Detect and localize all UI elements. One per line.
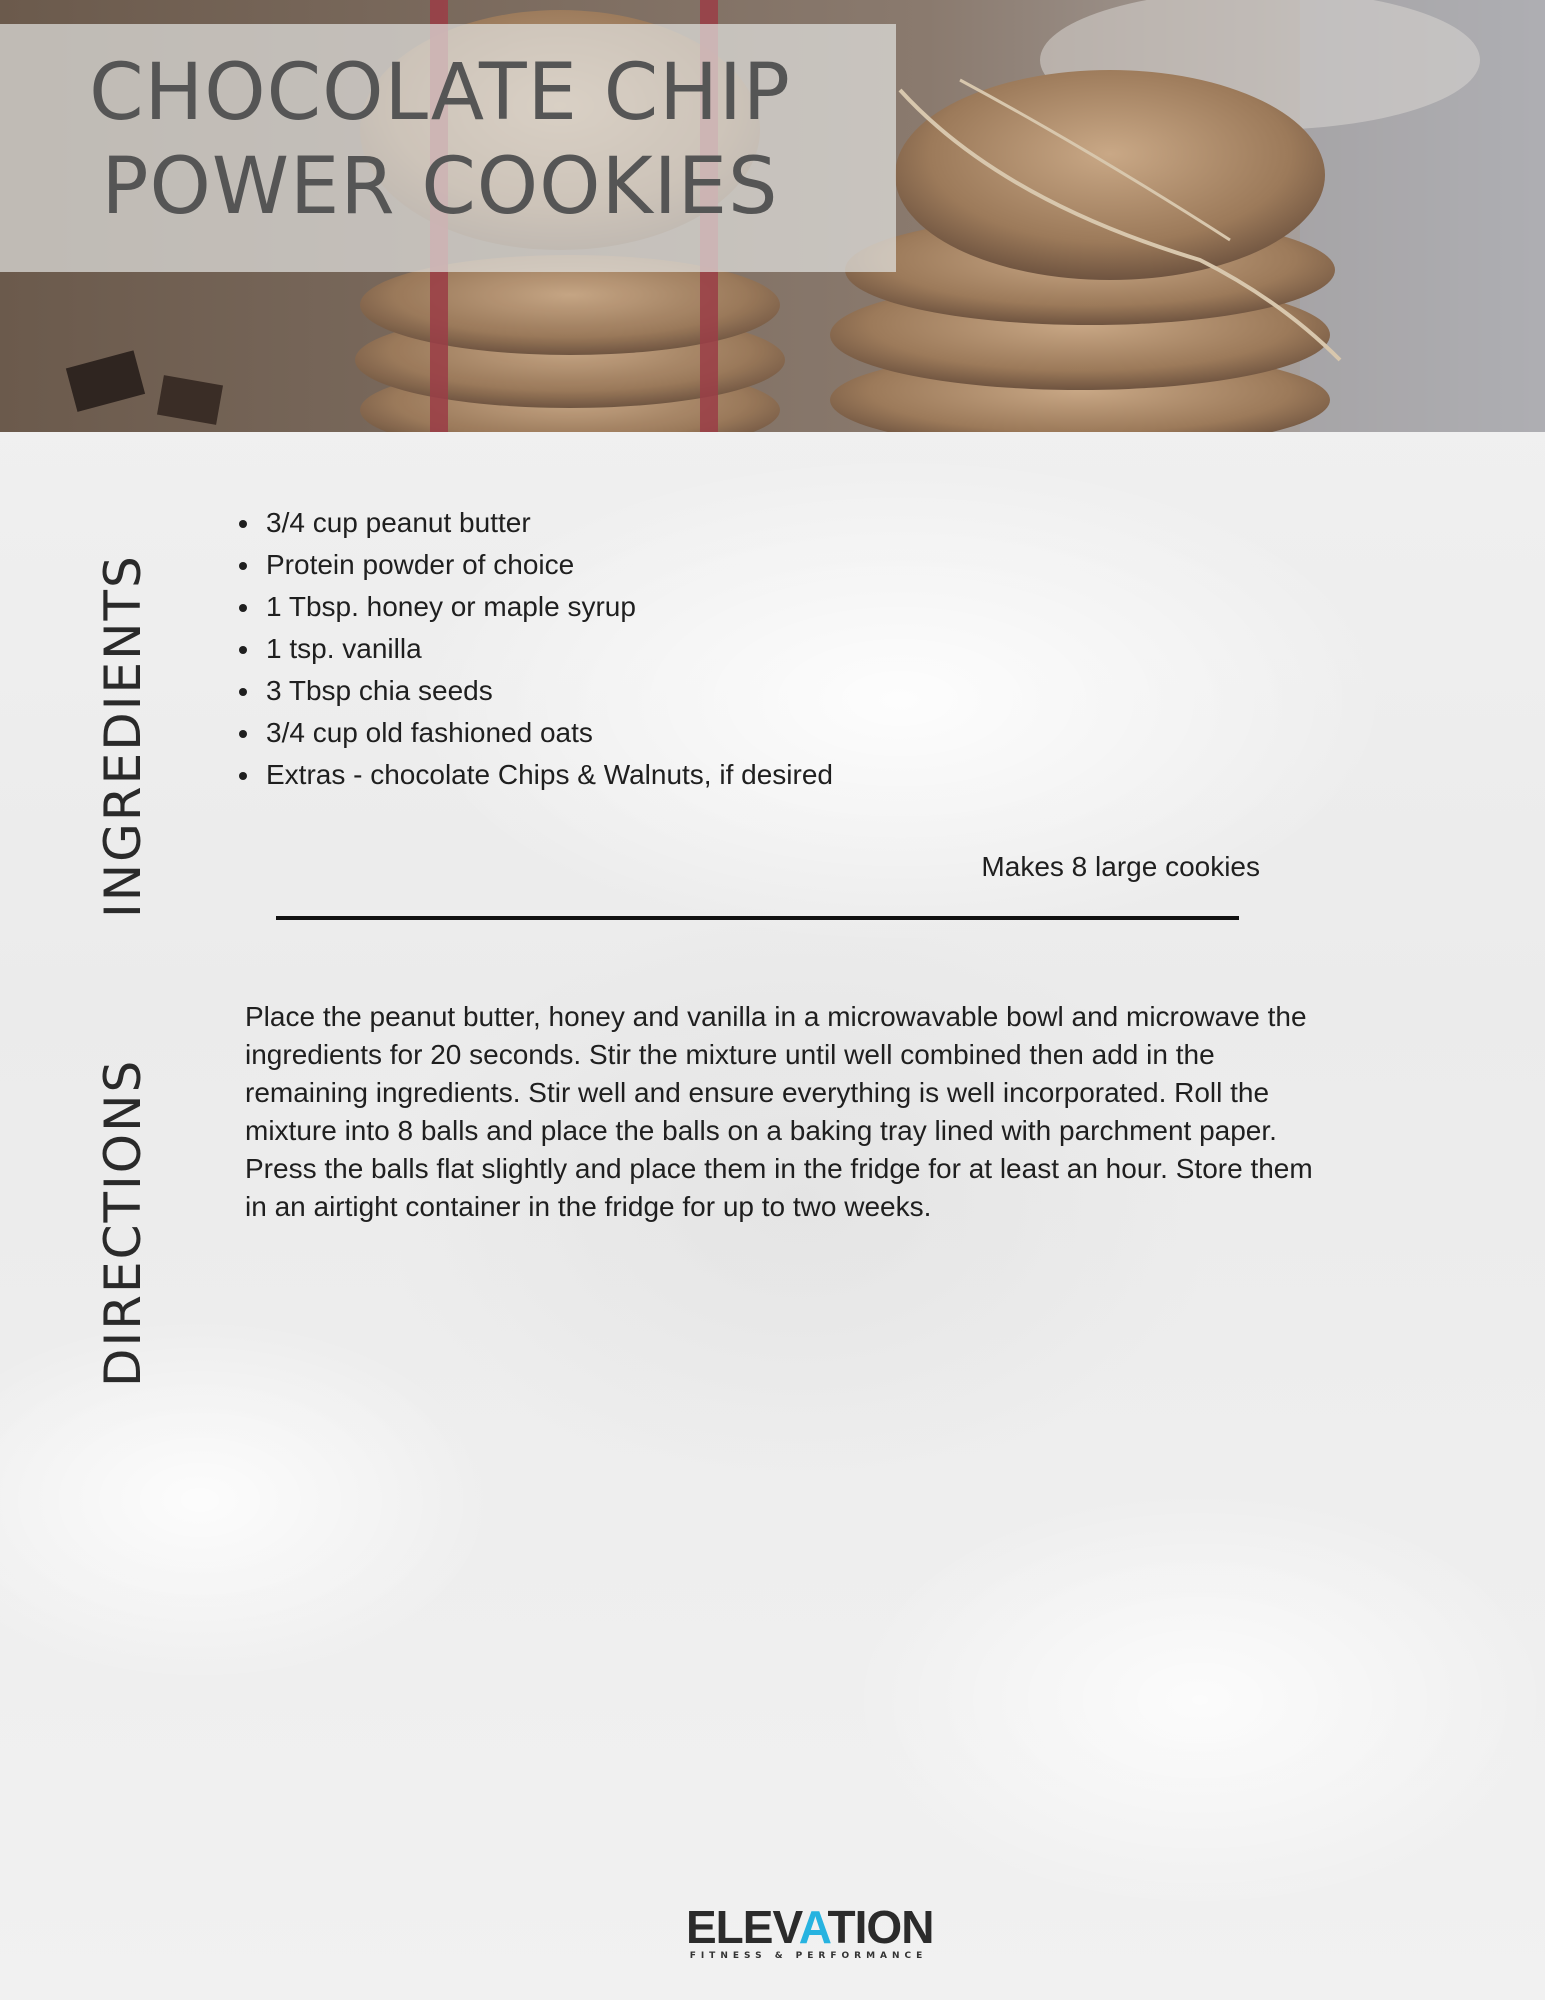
elevation-logo bbox=[686, 1901, 934, 1961]
title-line-2: POWER COOKIES bbox=[101, 142, 779, 232]
ingredient-item: • 3 Tbsp chia seeds bbox=[262, 670, 833, 712]
ingredient-item: • 1 Tbsp. honey or maple syrup bbox=[262, 586, 833, 628]
logo-word-part-2: TION bbox=[827, 1901, 934, 1953]
yield-text: Makes 8 large cookies bbox=[981, 851, 1260, 882]
logo-wordmark bbox=[686, 1901, 934, 1953]
ingredient-item: • 3/4 cup peanut butter bbox=[262, 502, 833, 544]
ingredient-item: • 1 tsp. vanilla bbox=[262, 628, 833, 670]
directions-heading: DIRECTIONS bbox=[94, 1058, 152, 1387]
section-divider bbox=[276, 916, 1239, 920]
ingredient-item: • Protein powder of choice bbox=[262, 544, 833, 586]
logo-word-accent: A bbox=[798, 1901, 828, 1953]
directions-text: Place the peanut butter, honey and vanilla in a microwavable bowl and microwave the ingredients for 20 seconds. Stir the mixture until well combined then add in the remaining ingredients. Stir well and ensure everything is well incorporated. Roll the mixture into 8 balls and place the balls on a baking tray lined with parchment paper. Press the balls flat slightly and place them in the fridge for at least an hour. Store them in an airtight container in the fridge for up to two weeks. bbox=[245, 1001, 1313, 1222]
title-line-1: CHOCOLATE CHIP bbox=[89, 48, 791, 138]
header-photo bbox=[0, 0, 1545, 432]
ingredient-item: • 3/4 cup old fashioned oats bbox=[262, 712, 833, 754]
ingredients-list bbox=[232, 502, 833, 796]
logo-word-part-1: ELEV bbox=[686, 1901, 799, 1953]
logo-tagline: FITNESS & PERFORMANCE bbox=[689, 1951, 928, 1961]
ingredient-item: • Extras - chocolate Chips & Walnuts, if desired bbox=[262, 754, 833, 796]
page-title bbox=[0, 46, 880, 234]
ingredients-heading: INGREDIENTS bbox=[94, 554, 152, 918]
